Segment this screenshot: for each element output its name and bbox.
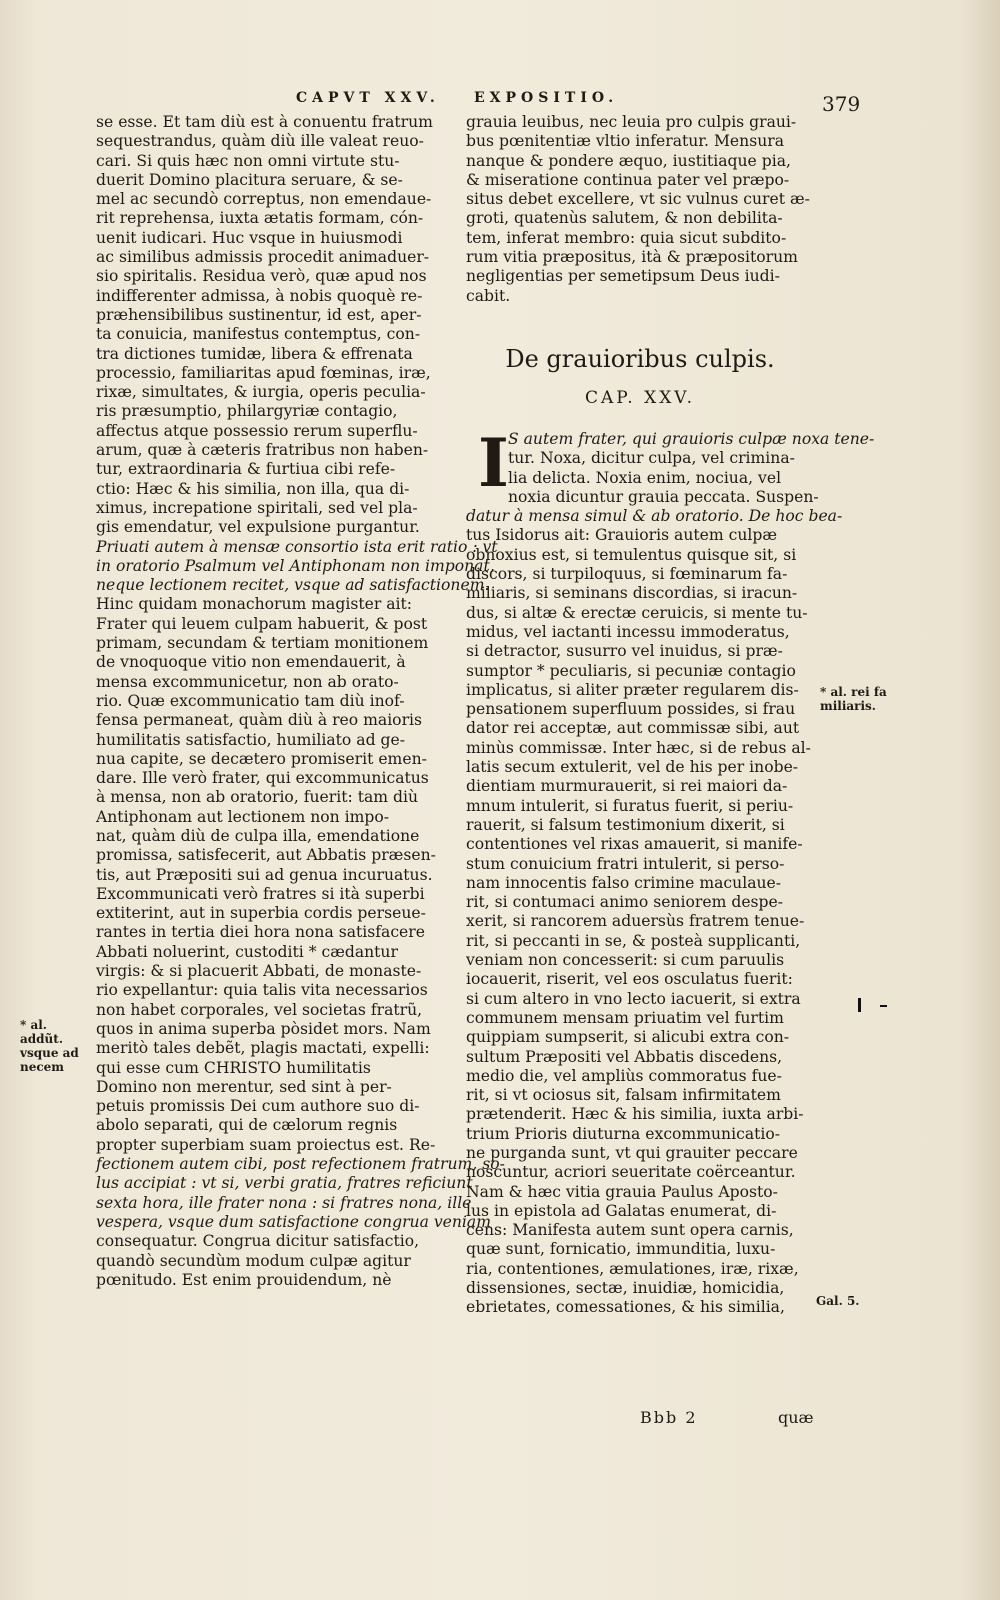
text-line: petuis promissis Dei cum authore suo di- — [96, 1097, 420, 1116]
text-line: virgis: & si placuerit Abbati, de monaste- — [96, 962, 422, 981]
text-line: Antiphonam aut lectionem non impo- — [96, 807, 390, 826]
text-line: pensationem superfluum possides, si frau — [466, 700, 796, 719]
text-line: lia delicta. Noxia enim, nociua, vel — [508, 468, 782, 487]
text-line: veniam non concesserit: si cum paruulis — [466, 951, 785, 970]
text-line: ebrietates, comessationes, & his similia, — [466, 1298, 785, 1317]
text-line: si detractor, susurro vel inuidus, si præ- — [466, 642, 783, 661]
text-line: Abbati noluerint, custoditi * cædantur — [96, 942, 398, 961]
margin-dash-mark — [880, 1005, 887, 1007]
running-head-left: CAPVT XXV. — [296, 90, 440, 106]
chapter-label: CAP. XXV. — [585, 388, 695, 408]
text-line: Nam & hæc vitia grauia Paulus Aposto- — [466, 1182, 778, 1201]
text-line: minùs commissæ. Inter hæc, si de rebus al- — [466, 738, 811, 757]
text-line: cari. Si quis hæc non omni virtute stu- — [96, 151, 400, 170]
text-line: dus, si altæ & erectæ ceruicis, si mente tu- — [466, 603, 808, 622]
drop-cap-initial: I — [478, 424, 509, 502]
text-line: rum vitia præpositus, ità & præpositorum — [466, 248, 798, 267]
text-line: quippiam sumpserit, si alicubi extra con- — [466, 1028, 790, 1047]
text-line: iocauerit, riserit, vel eos osculatus fuerit: — [466, 970, 793, 989]
text-line: si cum altero in vno lecto iacuerit, si extra — [466, 989, 801, 1008]
text-line: mnum intulerit, si furatus fuerit, si periu- — [466, 796, 794, 815]
text-line: datur à mensa simul & ab oratorio. De hoc bea- — [466, 507, 843, 526]
text-line: arum, quæ à cæteris fratribus non haben- — [96, 441, 429, 460]
text-line: qui esse cum CHRISTO humilitatis — [96, 1058, 371, 1077]
text-line: sequestrandus, quàm diù ille valeat reuo- — [96, 132, 424, 151]
text-line: cabit. — [466, 286, 511, 305]
text-line: dissensiones, sectæ, inuidiæ, homicidia, — [466, 1279, 785, 1298]
text-line: ximus, increpatione spiritali, sed vel pla- — [96, 498, 418, 517]
text-line: dare. Ille verò frater, qui excommunicatus — [96, 769, 429, 788]
text-line: præhensibilibus sustinentur, id est, aper- — [96, 305, 422, 324]
text-line: neque lectionem recitet, vsque ad satisfactionem. — [96, 576, 490, 595]
text-line: ctio: Hæc & his similia, non illa, qua di- — [96, 479, 410, 498]
text-line: midus, vel iactanti incessu immoderatus, — [466, 622, 790, 641]
text-line: humilitatis satisfactio, humiliato ad ge- — [96, 730, 405, 749]
text-line: ac similibus admissis procedit animaduer- — [96, 248, 430, 267]
text-line: pœnitudo. Est enim prouidendum, nè — [96, 1270, 392, 1289]
text-line: à mensa, non ab oratorio, fuerit: tam diù — [96, 788, 419, 807]
catchword: quæ — [778, 1408, 814, 1427]
text-line: contentiones vel rixas amauerit, si manife- — [466, 835, 803, 854]
text-line: tra dictiones tumidæ, libera & effrenata — [96, 344, 413, 363]
text-line: tus Isidorus ait: Grauioris autem culpæ — [466, 526, 778, 545]
text-line: propter superbiam suam proiectus est. Re- — [96, 1135, 436, 1154]
text-line: quandò secundùm modum culpæ agitur — [96, 1251, 411, 1270]
text-line: meritò tales debẽt, plagis mactati, expelli: — [96, 1039, 430, 1058]
section-title: De grauioribus culpis. — [505, 345, 775, 373]
text-line: vespera, vsque dum satisfactione congrua veniam — [96, 1212, 491, 1231]
text-line: groti, quatenùs salutem, & non debilita- — [466, 209, 783, 228]
text-line: miliaris, si seminans discordias, si iracun- — [466, 584, 798, 603]
text-line: nanque & pondere æquo, iustitiaque pia, — [466, 151, 791, 170]
text-line: ria, contentiones, æmulationes, iræ, rixæ, — [466, 1259, 799, 1278]
text-line: duerit Domino placitura seruare, & se- — [96, 170, 403, 189]
text-line: communem mensam priuatim vel furtim — [466, 1008, 784, 1027]
text-line: uenit iudicari. Huc vsque in huiusmodi — [96, 228, 403, 247]
text-line: se esse. Et tam diù est à conuentu fratrum — [96, 113, 433, 131]
text-line: non habet corporales, vel societas fratrũ, — [96, 1000, 423, 1019]
text-line: gis emendatur, vel expulsione purgantur. — [96, 518, 420, 537]
text-line: stum conuicium fratri intulerit, si perso- — [466, 854, 785, 873]
text-line: nat, quàm diù de culpa illa, emendatione — [96, 826, 420, 845]
text-line: medio die, vel ampliùs commoratus fue- — [466, 1066, 782, 1085]
text-line: fensa permaneat, quàm diù à reo maioris — [96, 711, 423, 730]
running-head-right: EXPOSITIO. — [474, 90, 619, 106]
text-line: nam innocentis falso crimine maculaue- — [466, 873, 782, 892]
text-line: tur. Noxa, dicitur culpa, vel crimina- — [508, 449, 795, 468]
text-line: cens: Manifesta autem sunt opera carnis, — [466, 1221, 794, 1240]
text-line: S autem frater, qui grauioris culpæ noxa tene- — [508, 430, 875, 448]
text-line: dientiam murmurauerit, si rei maiori da- — [466, 777, 788, 796]
text-line: rit, si peccanti in se, & posteà supplicanti, — [466, 931, 801, 950]
text-line: grauia leuibus, nec leuia pro culpis graui- — [466, 113, 797, 131]
text-line: nua capite, se decætero promiserit emen- — [96, 749, 427, 768]
text-line: ne purganda sunt, vt qui grauiter peccare — [466, 1143, 798, 1162]
text-line: rio. Quæ excommunicatio tam diù inof- — [96, 691, 405, 710]
text-line: sultum Præpositi vel Abbatis discedens, — [466, 1047, 783, 1066]
text-line: abolo separati, qui de cælorum regnis — [96, 1116, 398, 1135]
text-line: de vnoquoque vitio non emendauerit, à — [96, 653, 406, 672]
text-line: fectionem autem cibi, post refectionem fratrum, so- — [96, 1155, 505, 1174]
text-line: obnoxius est, si temulentus quisque sit, si — [466, 545, 797, 564]
text-line: rauerit, si falsum testimonium dixerit, si — [466, 815, 785, 834]
margin-note-right: * al. rei fa miliaris. — [820, 685, 887, 713]
text-line: Excommunicati verò fratres si ità superbi — [96, 884, 425, 903]
text-line: implicatus, si aliter præter regularem dis- — [466, 680, 799, 699]
text-line: tur, extraordinaria & furtiua cibi refe- — [96, 460, 396, 479]
text-line: dator rei acceptæ, aut commissæ sibi, aut — [466, 719, 800, 738]
text-line: Domino non merentur, sed sint à per- — [96, 1077, 392, 1096]
text-line: promissa, satisfecerit, aut Abbatis præsen- — [96, 846, 436, 865]
text-line: Hinc quidam monachorum magister ait: — [96, 595, 413, 614]
text-line: sumptor * peculiaris, si pecuniæ contagio — [466, 661, 796, 680]
text-line: rantes in tertia diei hora nona satisfacere — [96, 923, 425, 942]
text-line: lus in epistola ad Galatas enumerat, di- — [466, 1201, 777, 1220]
text-line: in oratorio Psalmum vel Antiphonam non imponat, — [96, 556, 495, 575]
text-line: rio expellantur: quia talis vita necessarios — [96, 981, 428, 1000]
text-line: ris præsumptio, philargyriæ contagio, — [96, 402, 398, 421]
text-line: tis, aut Præpositi sui ad genua incuruatus. — [96, 865, 433, 884]
text-line: consequatur. Congrua dicitur satisfactio, — [96, 1232, 420, 1251]
text-line: affectus atque possessio rerum superflu- — [96, 421, 418, 440]
text-line: Frater qui leuem culpam habuerit, & post — [96, 614, 428, 633]
margin-note-galatians: Gal. 5. — [816, 1294, 860, 1308]
text-line: sexta hora, ille frater nona : si fratres nona, ille — [96, 1193, 472, 1212]
margin-rule-mark — [858, 998, 861, 1012]
text-line: Priuati autem à mensæ consortio ista erit ratio : vt — [96, 537, 498, 556]
text-line: xerit, si rancorem aduersùs fratrem tenue- — [466, 912, 805, 931]
text-line: noscuntur, acriori seueritate coërceantur. — [466, 1163, 796, 1182]
text-line: primam, secundam & tertiam monitionem — [96, 634, 429, 653]
text-line: trium Prioris diuturna excommunicatio- — [466, 1124, 781, 1143]
text-line: rit reprehensa, iuxta ætatis formam, cón- — [96, 209, 424, 228]
signature-mark: Bbb 2 — [640, 1408, 698, 1427]
text-line: discors, si turpiloquus, si fœminarum fa- — [466, 565, 788, 584]
text-line: quæ sunt, fornicatio, immunditia, luxu- — [466, 1240, 776, 1259]
text-line: rixæ, simultates, & iurgia, operis peculia- — [96, 383, 426, 402]
text-line: rit, si contumaci animo seniorem despe- — [466, 893, 784, 912]
text-line: latis secum extulerit, vel de his per inobe- — [466, 758, 799, 777]
text-line: extiterint, aut in superbia cordis perseue- — [96, 904, 426, 923]
text-line: indifferenter admissa, à nobis quoquè re- — [96, 286, 423, 305]
text-line: ta conuicia, manifestus contemptus, con- — [96, 325, 421, 344]
text-line: noxia dicuntur grauia peccata. Suspen- — [508, 487, 819, 506]
margin-note-left: * al. addũt. vsque ad necem — [20, 1018, 79, 1074]
text-line: prætenderit. Hæc & his similia, iuxta arbi- — [466, 1105, 804, 1124]
text-line: mensa excommunicetur, non ab orato- — [96, 672, 399, 691]
page-number: 379 — [822, 92, 861, 116]
text-line: quos in anima superba pòsidet mors. Nam — [96, 1019, 431, 1038]
text-line: lus accipiat : vt si, verbi gratia, fratres reficiunt — [96, 1174, 473, 1193]
text-line: negligentias per semetipsum Deus iudi- — [466, 267, 780, 286]
text-line: & miseratione continua pater vel præpo- — [466, 170, 790, 189]
text-line: situs debet excellere, vt sic vulnus curet æ- — [466, 190, 810, 209]
right-text-column-top — [466, 113, 814, 306]
text-line: sio spiritalis. Residua verò, quæ apud nos — [96, 267, 427, 286]
text-line: tem, inferat membro: quia sicut subdito- — [466, 228, 787, 247]
text-line: mel ac secundò correptus, non emendaue- — [96, 190, 432, 209]
text-line: processio, familiaritas apud fœminas, iræ, — [96, 363, 431, 382]
text-line: bus pœnitentiæ vltio inferatur. Mensura — [466, 132, 784, 151]
text-line: rit, si vt ociosus sit, falsam infirmitatem — [466, 1086, 781, 1105]
